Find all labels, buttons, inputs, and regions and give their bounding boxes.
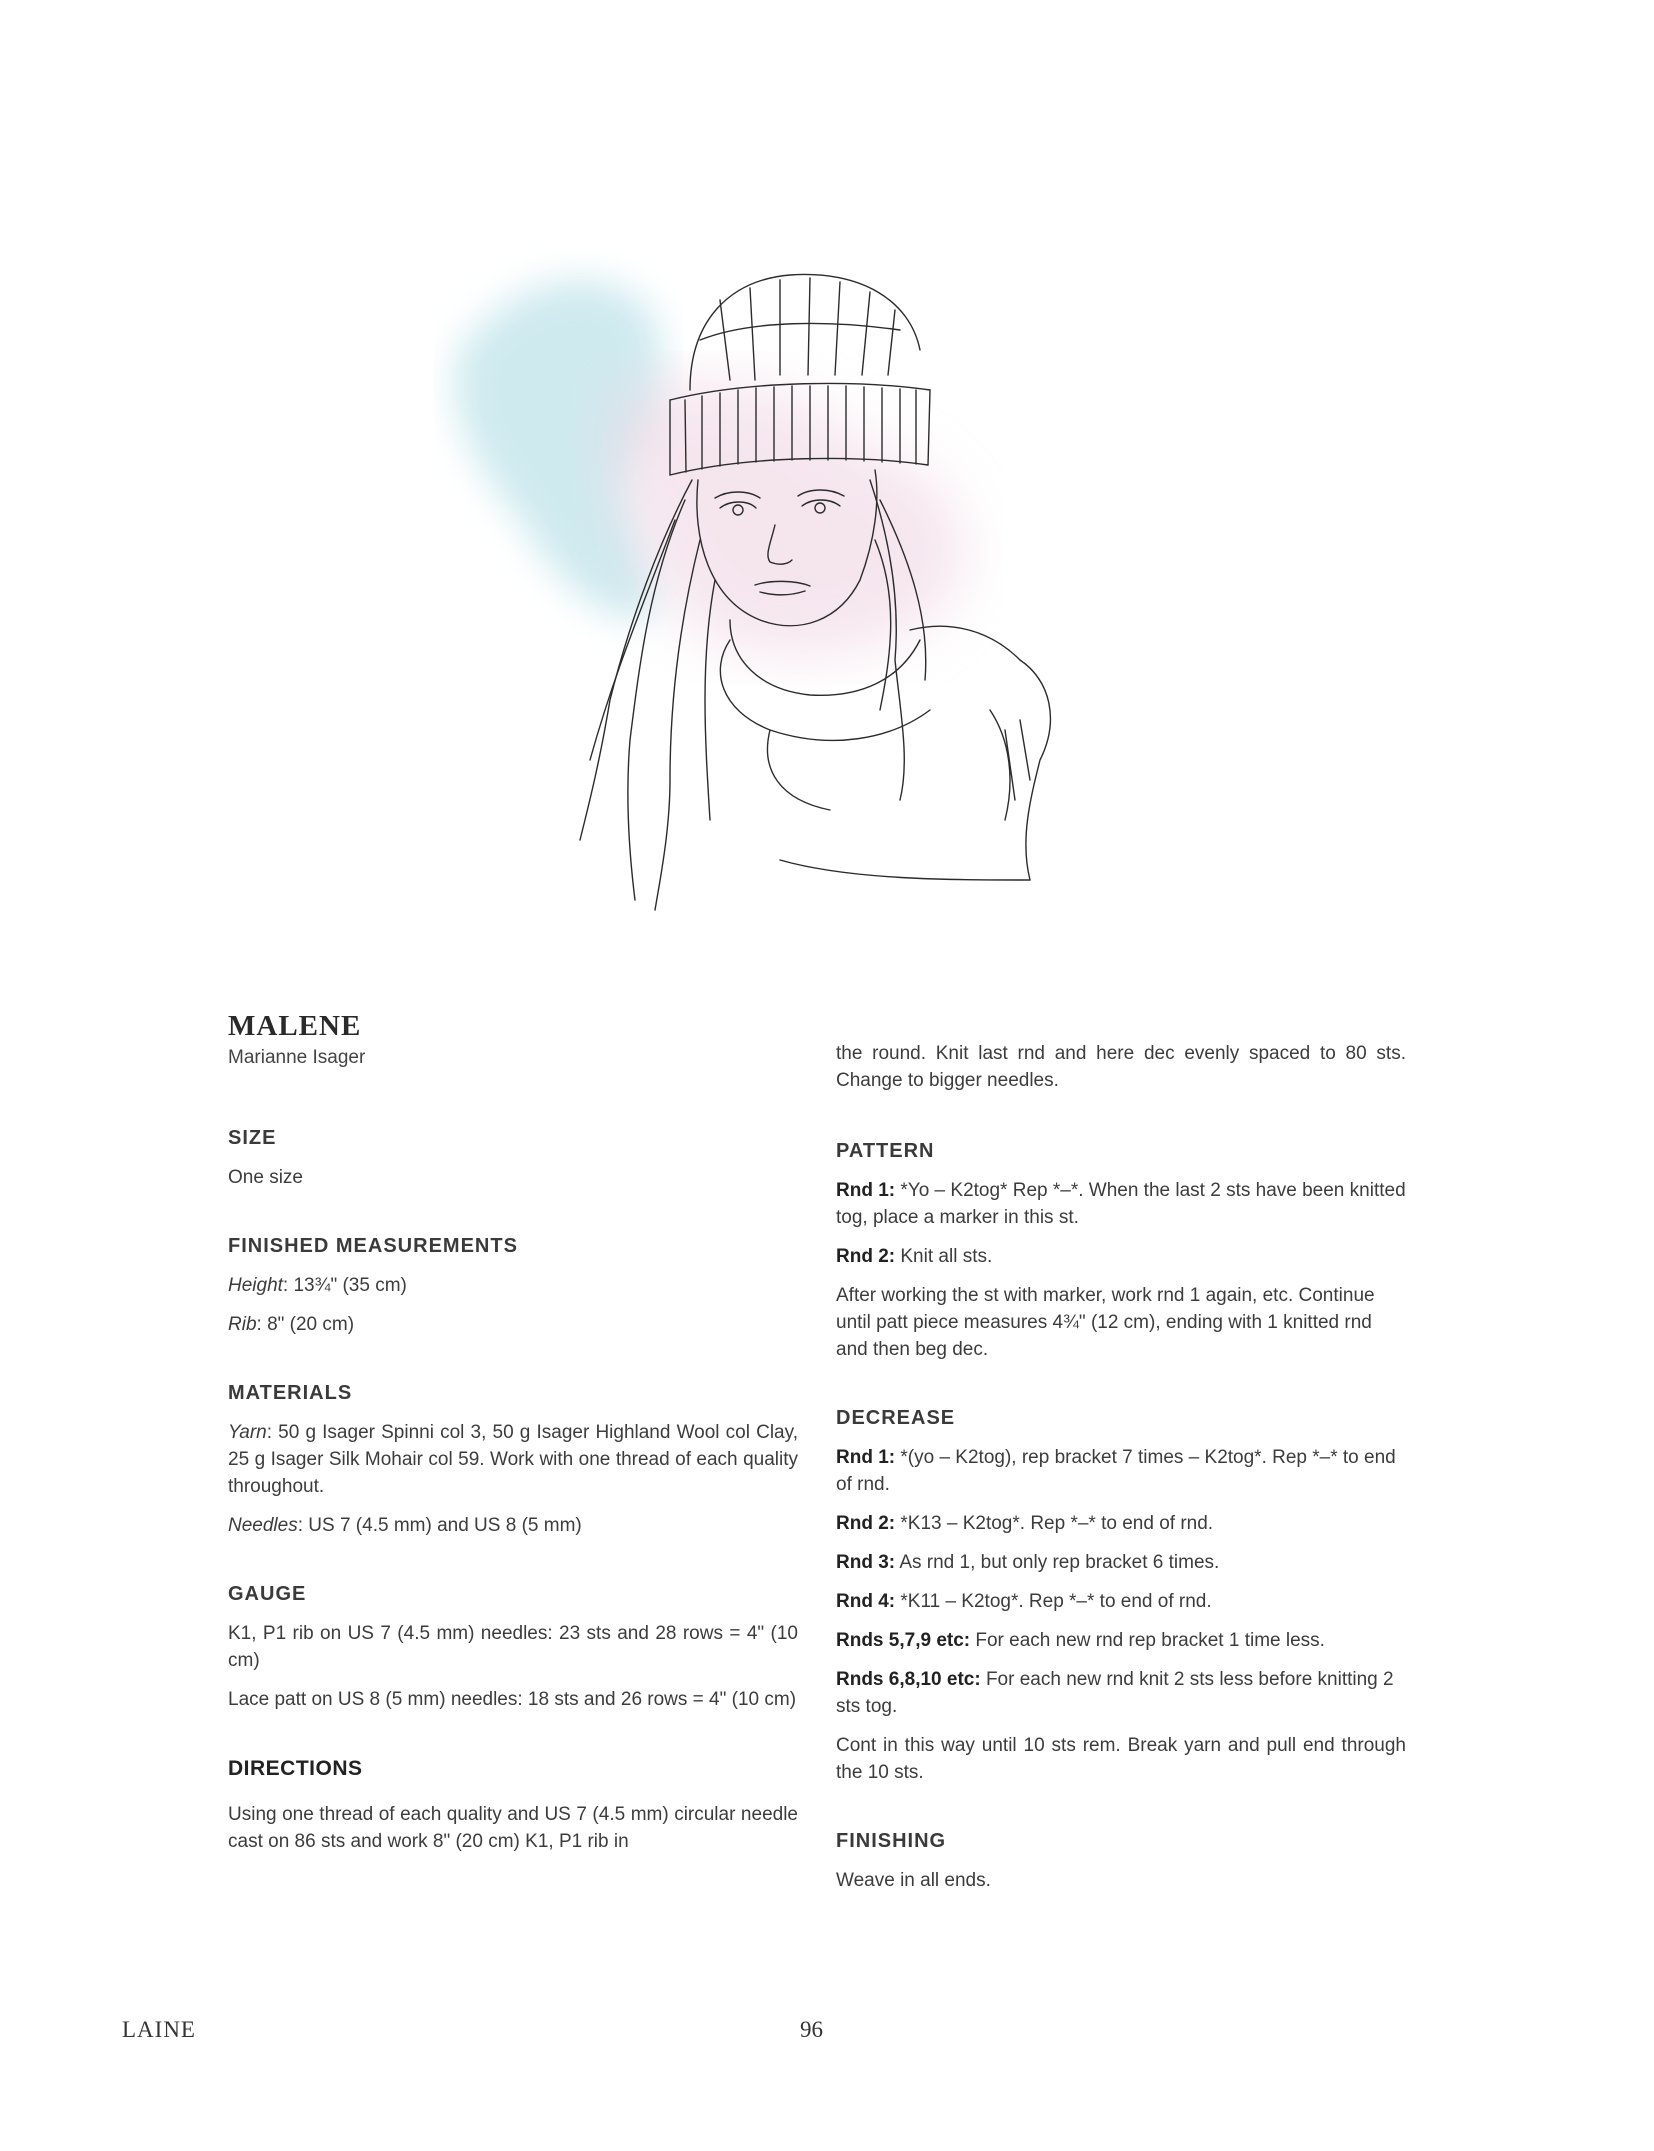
height-line: [228, 1272, 798, 1299]
pattern-rnd-1: [836, 1177, 1406, 1231]
decrease-section: [836, 1407, 1406, 1786]
decrease-row: [836, 1510, 1406, 1537]
decrease-row: [836, 1666, 1406, 1720]
materials-heading: MATERIALS: [228, 1382, 353, 1404]
measurements-section: [228, 1235, 798, 1338]
decrease-row: [836, 1549, 1406, 1576]
left-column: [228, 1010, 798, 1867]
pattern-rnd-1-text: *Yo – K2tog* Rep *–*. When the last 2 sts have been knitted tog, place a marker in this st.: [836, 1180, 1406, 1228]
directions-text: Using one thread of each quality and US 7 (4.5 mm) circular needle cast on 86 sts and work 8" (20 cm) K1, P1 rib in: [228, 1804, 798, 1852]
decrease-row-label: Rnds 6,8,10 etc:: [836, 1669, 981, 1690]
size-text: One size: [228, 1167, 303, 1188]
magazine-name: LAINE: [122, 2017, 196, 2042]
rib-label: Rib: [228, 1314, 257, 1335]
pattern-rnd-2: [836, 1243, 1406, 1270]
decrease-row-label: Rnd 4:: [836, 1591, 896, 1612]
decrease-row-text: For each new rnd rep bracket 1 time less.: [970, 1630, 1325, 1651]
finishing-text: Weave in all ends.: [836, 1870, 991, 1891]
materials-section: [228, 1382, 798, 1539]
decrease-row-label: Rnd 3:: [836, 1552, 896, 1573]
illustration-woman-in-hat: [430, 240, 1160, 930]
pattern-after: After working the st with marker, work rnd 1 again, etc. Continue until patt piece measures 4¾" (12 cm), ending with 1 knitted rnd and then beg dec.: [836, 1285, 1375, 1360]
directions-section: [228, 1757, 798, 1855]
directions-heading: DIRECTIONS: [228, 1757, 363, 1780]
decrease-row-text: *K13 – K2tog*. Rep *–* to end of rnd.: [895, 1513, 1214, 1534]
decrease-row-text: As rnd 1, but only rep bracket 6 times.: [895, 1552, 1220, 1573]
measurements-heading: FINISHED MEASUREMENTS: [228, 1235, 518, 1257]
decrease-row-label: Rnds 5,7,9 etc:: [836, 1630, 971, 1651]
gauge-rib: K1, P1 rib on US 7 (4.5 mm) needles: 23 sts and 28 rows = 4" (10 cm): [228, 1623, 798, 1671]
decrease-cont: Cont in this way until 10 sts rem. Break yarn and pull end through the 10 sts.: [836, 1735, 1406, 1783]
size-heading: SIZE: [228, 1127, 277, 1149]
rib-line: [228, 1311, 798, 1338]
needles-label: Needles: [228, 1515, 298, 1536]
height-value: : 13¾" (35 cm): [282, 1275, 407, 1296]
decrease-row: [836, 1444, 1406, 1498]
size-section: [228, 1127, 798, 1191]
directions-continued: the round. Knit last rnd and here dec evenly spaced to 80 sts. Change to bigger needles.: [836, 1043, 1406, 1091]
pattern-title: MALENE: [228, 1010, 362, 1042]
page-number: 96: [800, 2017, 823, 2042]
height-label: Height: [228, 1275, 283, 1296]
decrease-heading: DECREASE: [836, 1407, 956, 1429]
pattern-rnd-2-text: Knit all sts.: [895, 1246, 993, 1267]
needles-value: : US 7 (4.5 mm) and US 8 (5 mm): [297, 1515, 582, 1536]
needles-line: [228, 1512, 798, 1539]
decrease-row-label: Rnd 2:: [836, 1513, 896, 1534]
decrease-row-text: *(yo – K2tog), rep bracket 7 times – K2tog*. Rep *–* to end of rnd.: [836, 1447, 1396, 1495]
gauge-section: [228, 1583, 798, 1713]
finishing-heading: FINISHING: [836, 1830, 947, 1852]
decrease-row-text: *K11 – K2tog*. Rep *–* to end of rnd.: [895, 1591, 1212, 1612]
decrease-row: [836, 1588, 1406, 1615]
designer-name: Marianne Isager: [228, 1047, 366, 1068]
rib-value: : 8" (20 cm): [256, 1314, 355, 1335]
pattern-heading: PATTERN: [836, 1140, 935, 1162]
yarn-label: Yarn: [228, 1422, 267, 1443]
pattern-rnd-1-label: Rnd 1:: [836, 1180, 896, 1201]
gauge-lace: Lace patt on US 8 (5 mm) needles: 18 sts and 26 rows = 4" (10 cm): [228, 1689, 797, 1710]
decrease-row-label: Rnd 1:: [836, 1447, 896, 1468]
finishing-section: [836, 1830, 1406, 1894]
decrease-row: [836, 1627, 1406, 1654]
decrease-row-text: For each new rnd knit 2 sts less before knitting 2 sts tog.: [836, 1669, 1394, 1717]
right-column: [836, 1040, 1406, 1906]
gauge-heading: GAUGE: [228, 1583, 307, 1605]
yarn-line: [228, 1419, 798, 1500]
pattern-section: [836, 1140, 1406, 1363]
watercolor-wash-pink: [609, 379, 966, 656]
yarn-value: : 50 g Isager Spinni col 3, 50 g Isager Highland Wool col Clay, 25 g Isager Silk Mohair col 59. Work with one thread of each quality throughout.: [228, 1422, 798, 1497]
pattern-rnd-2-label: Rnd 2:: [836, 1246, 896, 1267]
